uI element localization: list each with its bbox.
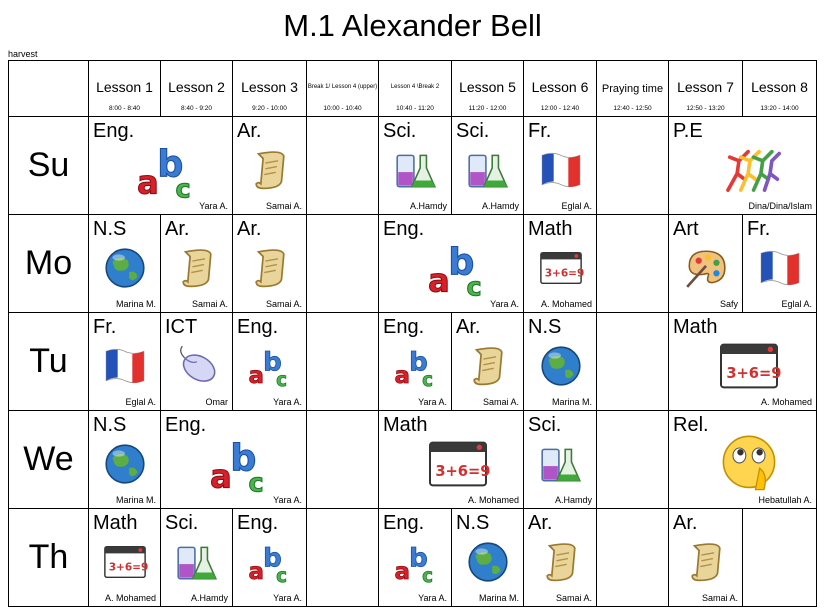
svg-text:c: c xyxy=(248,468,264,496)
lesson-header-8 xyxy=(597,61,669,117)
lesson-cell xyxy=(379,313,452,411)
lesson-cell xyxy=(669,117,817,215)
empty-slot xyxy=(597,215,669,313)
empty-slot xyxy=(307,117,379,215)
abc-icon xyxy=(393,343,439,394)
svg-text:c: c xyxy=(175,174,191,202)
lesson-header-3 xyxy=(233,61,307,117)
teacher-name: Marina M. xyxy=(115,299,156,309)
subject-label: Eng. xyxy=(383,316,425,338)
lesson-header-time: 9:20 - 10:00 xyxy=(252,105,287,112)
svg-text:3+6=9: 3+6=9 xyxy=(544,267,584,280)
subject-label: Math xyxy=(528,218,573,240)
empty-slot xyxy=(307,411,379,509)
abc-icon xyxy=(208,432,272,501)
svg-text:a: a xyxy=(137,163,159,202)
teacher-name: Dina/Dina/Islam xyxy=(748,201,812,211)
teacher-name: Marina M. xyxy=(551,397,592,407)
lesson-header-name: Lesson 4 \Break 2 xyxy=(390,84,440,90)
teacher-name: Yara A. xyxy=(273,495,302,505)
abc-icon xyxy=(247,539,293,590)
svg-text:a: a xyxy=(248,558,265,585)
svg-text:a: a xyxy=(394,558,411,585)
teacher-name: A.Hamdy xyxy=(409,201,447,211)
teacher-name: Hebatullah A. xyxy=(758,495,812,505)
math-window-icon xyxy=(538,245,584,296)
svg-text:b: b xyxy=(230,436,257,480)
day-label-su: Su xyxy=(9,117,89,215)
subject-label: N.S xyxy=(93,218,127,240)
math-window-icon xyxy=(426,432,490,501)
lesson-header-name: Lesson 7 xyxy=(677,79,734,95)
lesson-cell xyxy=(379,509,452,607)
lesson-header-5 xyxy=(379,61,452,117)
french-flag-icon xyxy=(757,245,803,296)
teacher-name: Samai A. xyxy=(701,593,738,603)
empty-slot xyxy=(597,411,669,509)
subject-label: Math xyxy=(383,414,428,436)
teacher-name: Omar xyxy=(205,397,228,407)
scroll-icon xyxy=(538,539,584,590)
lesson-cell xyxy=(89,411,161,509)
lesson-header-9 xyxy=(669,61,743,117)
svg-text:a: a xyxy=(210,457,232,496)
lesson-cell xyxy=(669,411,817,509)
lesson-cell xyxy=(452,313,524,411)
svg-text:3+6=9: 3+6=9 xyxy=(108,561,148,574)
french-flag-icon xyxy=(102,343,148,394)
lesson-header-4 xyxy=(307,61,379,117)
lesson-header-2 xyxy=(161,61,233,117)
empty-slot xyxy=(307,215,379,313)
teacher-name: Samai A. xyxy=(482,397,519,407)
teacher-name: Eglal A. xyxy=(125,397,156,407)
empty-slot xyxy=(597,509,669,607)
subject-label: Eng. xyxy=(165,414,207,436)
svg-text:a: a xyxy=(248,362,265,389)
svg-text:a: a xyxy=(428,261,450,300)
lesson-cell xyxy=(524,215,597,313)
subject-label: Ar. xyxy=(165,218,190,240)
svg-text:c: c xyxy=(466,272,482,300)
subject-label: Fr. xyxy=(528,120,552,142)
scroll-icon xyxy=(247,147,293,198)
teacher-name: A. Mohamed xyxy=(760,397,812,407)
teacher-name: Yara A. xyxy=(418,397,447,407)
lesson-cell xyxy=(379,215,524,313)
subject-label: Fr. xyxy=(93,316,117,338)
teacher-name: Samai A. xyxy=(555,593,592,603)
scroll-icon xyxy=(247,245,293,296)
teacher-name: Samai A. xyxy=(265,201,302,211)
svg-text:b: b xyxy=(157,142,184,186)
lesson-header-time: 13:20 - 14:00 xyxy=(760,105,799,112)
teacher-name: Yara A. xyxy=(490,299,519,309)
abc-icon xyxy=(393,539,439,590)
subject-label: Eng. xyxy=(237,512,279,534)
lesson-header-time: 12:50 - 13:20 xyxy=(686,105,725,112)
teacher-name: A.Hamdy xyxy=(554,495,592,505)
globe-icon xyxy=(465,539,511,590)
page-title: M.1 Alexander Bell xyxy=(283,8,542,43)
beaker-icon xyxy=(174,539,220,590)
lesson-cell xyxy=(233,313,307,411)
lesson-header-name: Break 1/ Lesson 4 (upper) xyxy=(307,84,378,90)
teacher-name: Samai A. xyxy=(265,299,302,309)
day-label-we: We xyxy=(9,411,89,509)
subject-label: Eng. xyxy=(383,218,425,240)
teacher-name: Eglal A. xyxy=(561,201,592,211)
svg-text:c: c xyxy=(276,369,288,389)
svg-text:b: b xyxy=(409,347,428,378)
subject-label: Math xyxy=(673,316,718,338)
scroll-icon xyxy=(465,343,511,394)
beaker-icon xyxy=(538,441,584,492)
lesson-header-6 xyxy=(452,61,524,117)
teacher-name: A. Mohamed xyxy=(467,495,519,505)
svg-text:3+6=9: 3+6=9 xyxy=(435,463,490,480)
lesson-cell xyxy=(379,117,452,215)
lesson-cell xyxy=(379,411,524,509)
svg-text:b: b xyxy=(448,240,475,284)
svg-text:a: a xyxy=(394,362,411,389)
lesson-header-name: Lesson 1 xyxy=(96,79,153,95)
lesson-cell xyxy=(669,509,743,607)
teacher-name: A.Hamdy xyxy=(190,593,228,603)
beaker-icon xyxy=(465,147,511,198)
french-flag-icon xyxy=(538,147,584,198)
lesson-header-time: 10:40 - 11:20 xyxy=(396,105,434,112)
day-label-th: Th xyxy=(9,509,89,607)
scroll-icon xyxy=(174,245,220,296)
teacher-name: Yara A. xyxy=(273,593,302,603)
teacher-name: A. Mohamed xyxy=(104,593,156,603)
lesson-cell xyxy=(452,509,524,607)
day-label-mo: Mo xyxy=(9,215,89,313)
subject-label: Ar. xyxy=(237,218,262,240)
lesson-cell xyxy=(452,117,524,215)
subject-label: Fr. xyxy=(747,218,771,240)
lesson-cell xyxy=(669,313,817,411)
empty-slot xyxy=(743,509,817,607)
subject-label: Sci. xyxy=(456,120,490,142)
lesson-header-name: Lesson 6 xyxy=(531,79,589,95)
praying-smiley-icon xyxy=(717,432,781,501)
lesson-cell xyxy=(161,509,233,607)
lesson-cell xyxy=(669,215,743,313)
math-window-icon xyxy=(102,539,148,590)
abc-icon xyxy=(247,343,293,394)
beaker-icon xyxy=(393,147,439,198)
teacher-name: Marina M. xyxy=(478,593,519,603)
teacher-name: A.Hamdy xyxy=(481,201,519,211)
globe-icon xyxy=(102,245,148,296)
lesson-cell xyxy=(524,509,597,607)
subject-label: Sci. xyxy=(528,414,562,436)
empty-slot xyxy=(597,117,669,215)
svg-text:c: c xyxy=(422,369,434,389)
lesson-header-1 xyxy=(89,61,161,117)
lesson-cell xyxy=(524,313,597,411)
subject-label: Math xyxy=(93,512,138,534)
empty-slot xyxy=(597,313,669,411)
subject-label: N.S xyxy=(456,512,490,534)
teacher-name: Marina M. xyxy=(115,495,156,505)
lesson-cell xyxy=(89,117,233,215)
lesson-cell xyxy=(233,117,307,215)
lesson-header-time: 8:00 - 8:40 xyxy=(108,105,141,112)
lesson-cell xyxy=(524,117,597,215)
lesson-cell xyxy=(161,215,233,313)
lesson-header-time: 12:40 - 12:50 xyxy=(613,105,652,112)
lesson-cell xyxy=(89,509,161,607)
svg-text:b: b xyxy=(409,543,428,574)
subject-label: Sci. xyxy=(383,120,417,142)
lesson-cell xyxy=(161,411,307,509)
teacher-name: A. Mohamed xyxy=(540,299,592,309)
lesson-header-10 xyxy=(743,61,817,117)
lesson-cell xyxy=(524,411,597,509)
caption-text: harvest xyxy=(8,49,38,59)
subject-label: P.E xyxy=(673,120,703,142)
abc-icon xyxy=(426,236,490,305)
subject-label: Eng. xyxy=(237,316,279,338)
lesson-cell xyxy=(89,215,161,313)
subject-label: N.S xyxy=(93,414,127,436)
lesson-header-name: Lesson 3 xyxy=(241,79,298,95)
subject-label: Ar. xyxy=(528,512,553,534)
globe-icon xyxy=(102,441,148,492)
subject-label: Ar. xyxy=(673,512,698,534)
lesson-cell xyxy=(233,215,307,313)
subject-label: Eng. xyxy=(93,120,135,142)
svg-text:c: c xyxy=(422,565,434,585)
timetable-grid xyxy=(8,60,817,607)
lesson-header-time: 10:00 - 10:40 xyxy=(323,105,362,112)
teacher-name: Yara A. xyxy=(418,593,447,603)
lesson-cell xyxy=(743,215,817,313)
teacher-name: Yara A. xyxy=(199,201,228,211)
lesson-header-name: Lesson 2 xyxy=(168,79,225,95)
lesson-header-time: 8:40 - 9:20 xyxy=(180,105,213,112)
subject-label: Ar. xyxy=(237,120,262,142)
lesson-header-time: 11:20 - 12:00 xyxy=(468,105,507,112)
day-label-tu: Tu xyxy=(9,313,89,411)
lesson-cell xyxy=(233,509,307,607)
lesson-header-name: Lesson 8 xyxy=(751,79,808,95)
abc-icon xyxy=(135,138,199,207)
header-corner-cell xyxy=(9,61,89,117)
lesson-header-name: Lesson 5 xyxy=(459,79,516,95)
mouse-icon xyxy=(174,343,220,394)
teacher-name: Eglal A. xyxy=(781,299,812,309)
subject-label: Ar. xyxy=(456,316,481,338)
subject-label: Rel. xyxy=(673,414,709,436)
subject-label: ICT xyxy=(165,316,198,338)
subject-label: Eng. xyxy=(383,512,425,534)
empty-slot xyxy=(307,509,379,607)
subject-label: Sci. xyxy=(165,512,199,534)
lesson-cell xyxy=(161,313,233,411)
teacher-name: Safy xyxy=(719,299,738,309)
scroll-icon xyxy=(683,539,729,590)
teacher-name: Samai A. xyxy=(191,299,228,309)
lesson-cell xyxy=(89,313,161,411)
lesson-header-7 xyxy=(524,61,597,117)
palette-icon xyxy=(683,245,729,296)
subject-label: Art xyxy=(673,218,699,240)
svg-text:c: c xyxy=(276,565,288,585)
subject-label: N.S xyxy=(528,316,562,338)
dancers-icon xyxy=(717,138,781,207)
teacher-name: Yara A. xyxy=(273,397,302,407)
lesson-header-name: Praying time xyxy=(601,83,664,95)
empty-slot xyxy=(307,313,379,411)
math-window-icon xyxy=(717,334,781,403)
globe-icon xyxy=(538,343,584,394)
lesson-header-time: 12:00 - 12:40 xyxy=(540,105,580,112)
svg-text:b: b xyxy=(263,347,282,378)
svg-text:3+6=9: 3+6=9 xyxy=(726,365,781,382)
svg-text:b: b xyxy=(263,543,282,574)
